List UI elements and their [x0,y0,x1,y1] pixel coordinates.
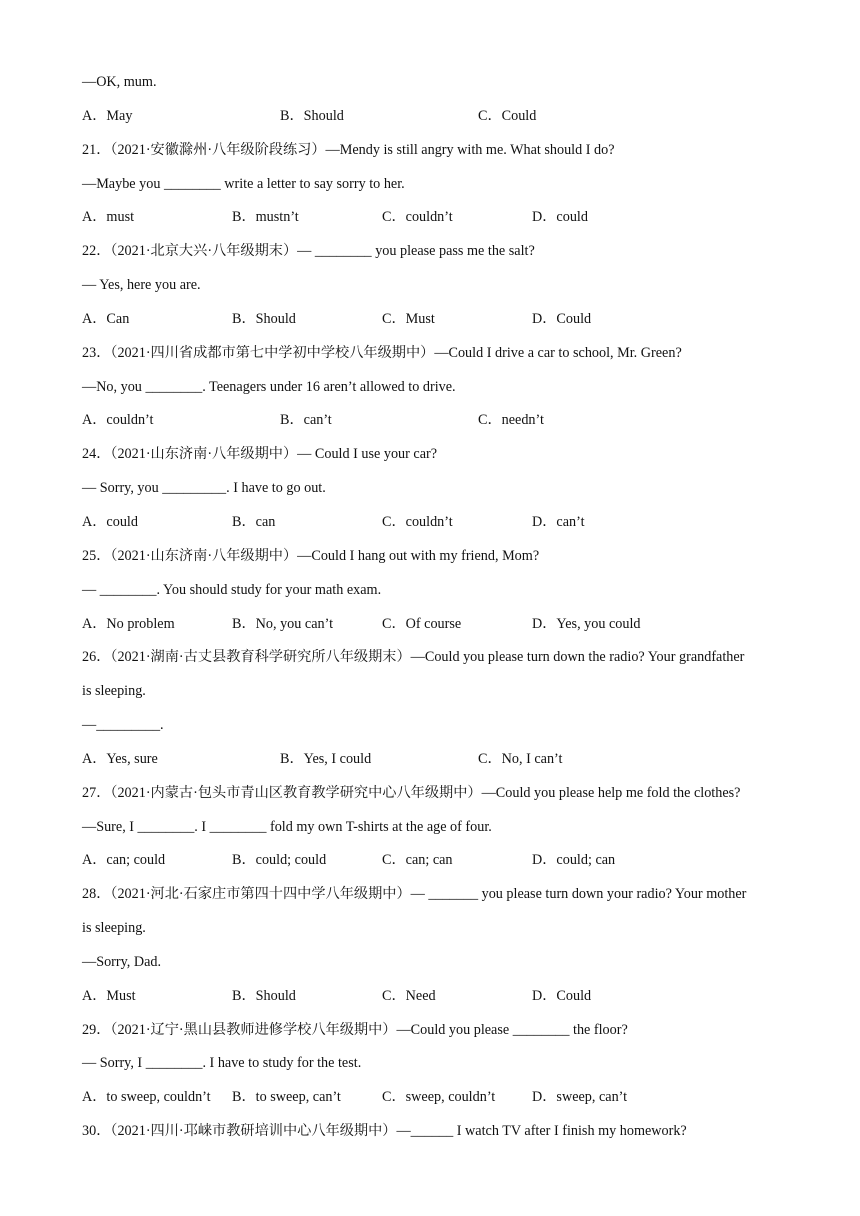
text-line: — Sorry, you _________. I have to go out. [82,480,326,497]
text-line: — ________. You should study for your math exam. [82,581,382,598]
answer-option: C．needn’t [478,412,544,429]
text-line: 27．（2021·内蒙古·包头市青山区教育教学研究中心八年级期中）—Could you please help me fold the clothes? [82,784,741,801]
answer-option: C．Need [382,987,436,1004]
text-line: 22．（2021·北京大兴·八年级期末）— ________ you please pass me the salt? [82,243,535,260]
text-line: 28．（2021·河北·石家庄市第四十四中学八年级期中）— _______ you please turn down your radio? Your mother [82,886,747,903]
text-line: 21．（2021·安徽滁州·八年级阶段练习）—Mendy is still angry with me. What should I do? [82,141,615,158]
answer-option: C．can; can [382,852,453,869]
answer-option: D．Could [532,310,592,327]
answer-option: A．could [82,513,138,530]
answer-option: C．couldn’t [382,513,453,530]
answer-option: A．to sweep, couldn’t [82,1089,211,1106]
answer-option: B．Should [232,987,296,1004]
text-line: 23．（2021·四川省成都市第七中学初中学校八年级期中）—Could I drive a car to school, Mr. Green? [82,344,682,361]
answer-option: B．Should [232,310,296,327]
answer-options [82,749,802,783]
document-page [82,72,802,1155]
text-line: —_________. [82,717,164,734]
answer-options [82,309,802,343]
answer-option: B．Should [280,107,344,124]
answer-options [82,106,802,140]
answer-option: B．to sweep, can’t [232,1089,341,1106]
answer-option: B．can [232,513,276,530]
answer-option: A．couldn’t [82,412,154,429]
text-line: is sleeping. [82,920,146,937]
answer-options [82,850,802,884]
text-line: 25．（2021·山东济南·八年级期中）—Could I hang out with my friend, Mom? [82,547,540,564]
text-line: 24．（2021·山东济南·八年级期中）— Could I use your car? [82,446,438,463]
answer-option: D．Could [532,987,592,1004]
answer-option: B．Yes, I could [280,750,372,767]
answer-option: B．mustn’t [232,209,299,226]
answer-option: A．No problem [82,615,175,632]
answer-options [82,986,802,1020]
answer-option: C．couldn’t [382,209,453,226]
text-line: —OK, mum. [82,74,157,90]
answer-option: D．sweep, can’t [532,1089,628,1106]
answer-options [82,207,802,241]
text-line: 30．（2021·四川·邛崃市教研培训中心八年级期中）—______ I watch TV after I finish my homework? [82,1123,687,1140]
answer-option: C．sweep, couldn’t [382,1089,496,1106]
answer-option: C．Must [382,310,435,327]
text-line: —No, you ________. Teenagers under 16 aren’t allowed to drive. [82,378,456,395]
answer-option: C．Could [478,107,537,124]
answer-option: D．could; can [532,852,616,869]
answer-option: D．Yes, you could [532,615,641,632]
text-line: —Maybe you ________ write a letter to say sorry to her. [82,175,405,192]
answer-option: C．Of course [382,615,462,632]
text-line: 29．（2021·辽宁·黑山县教师进修学校八年级期中）—Could you please ________ the floor? [82,1021,628,1038]
answer-option: A．Can [82,310,130,327]
answer-option: A．must [82,209,135,226]
answer-options [82,410,802,444]
answer-option: B．could; could [232,852,327,869]
answer-option: A．Must [82,987,136,1004]
text-line: —Sorry, Dad. [82,953,162,970]
answer-option: A．can; could [82,852,166,869]
text-line: — Yes, here you are. [82,277,201,294]
answer-option: D．can’t [532,513,585,530]
text-line: is sleeping. [82,683,146,700]
answer-option: D．could [532,209,588,226]
answer-option: B．No, you can’t [232,615,334,632]
answer-options [82,1087,802,1121]
answer-options [82,614,802,648]
answer-option: C．No, I can’t [478,750,563,767]
answer-option: A．Yes, sure [82,750,158,767]
text-line: 26．（2021·湖南·古丈县教育科学研究所八年级期末）—Could you please turn down the radio? Your grandfather [82,649,745,666]
text-line: —Sure, I ________. I ________ fold my own T-shirts at the age of four. [82,818,492,835]
answer-option: B．can’t [280,412,332,429]
text-line: — Sorry, I ________. I have to study for the test. [82,1055,362,1072]
answer-options [82,512,802,546]
answer-option: A．May [82,107,133,124]
